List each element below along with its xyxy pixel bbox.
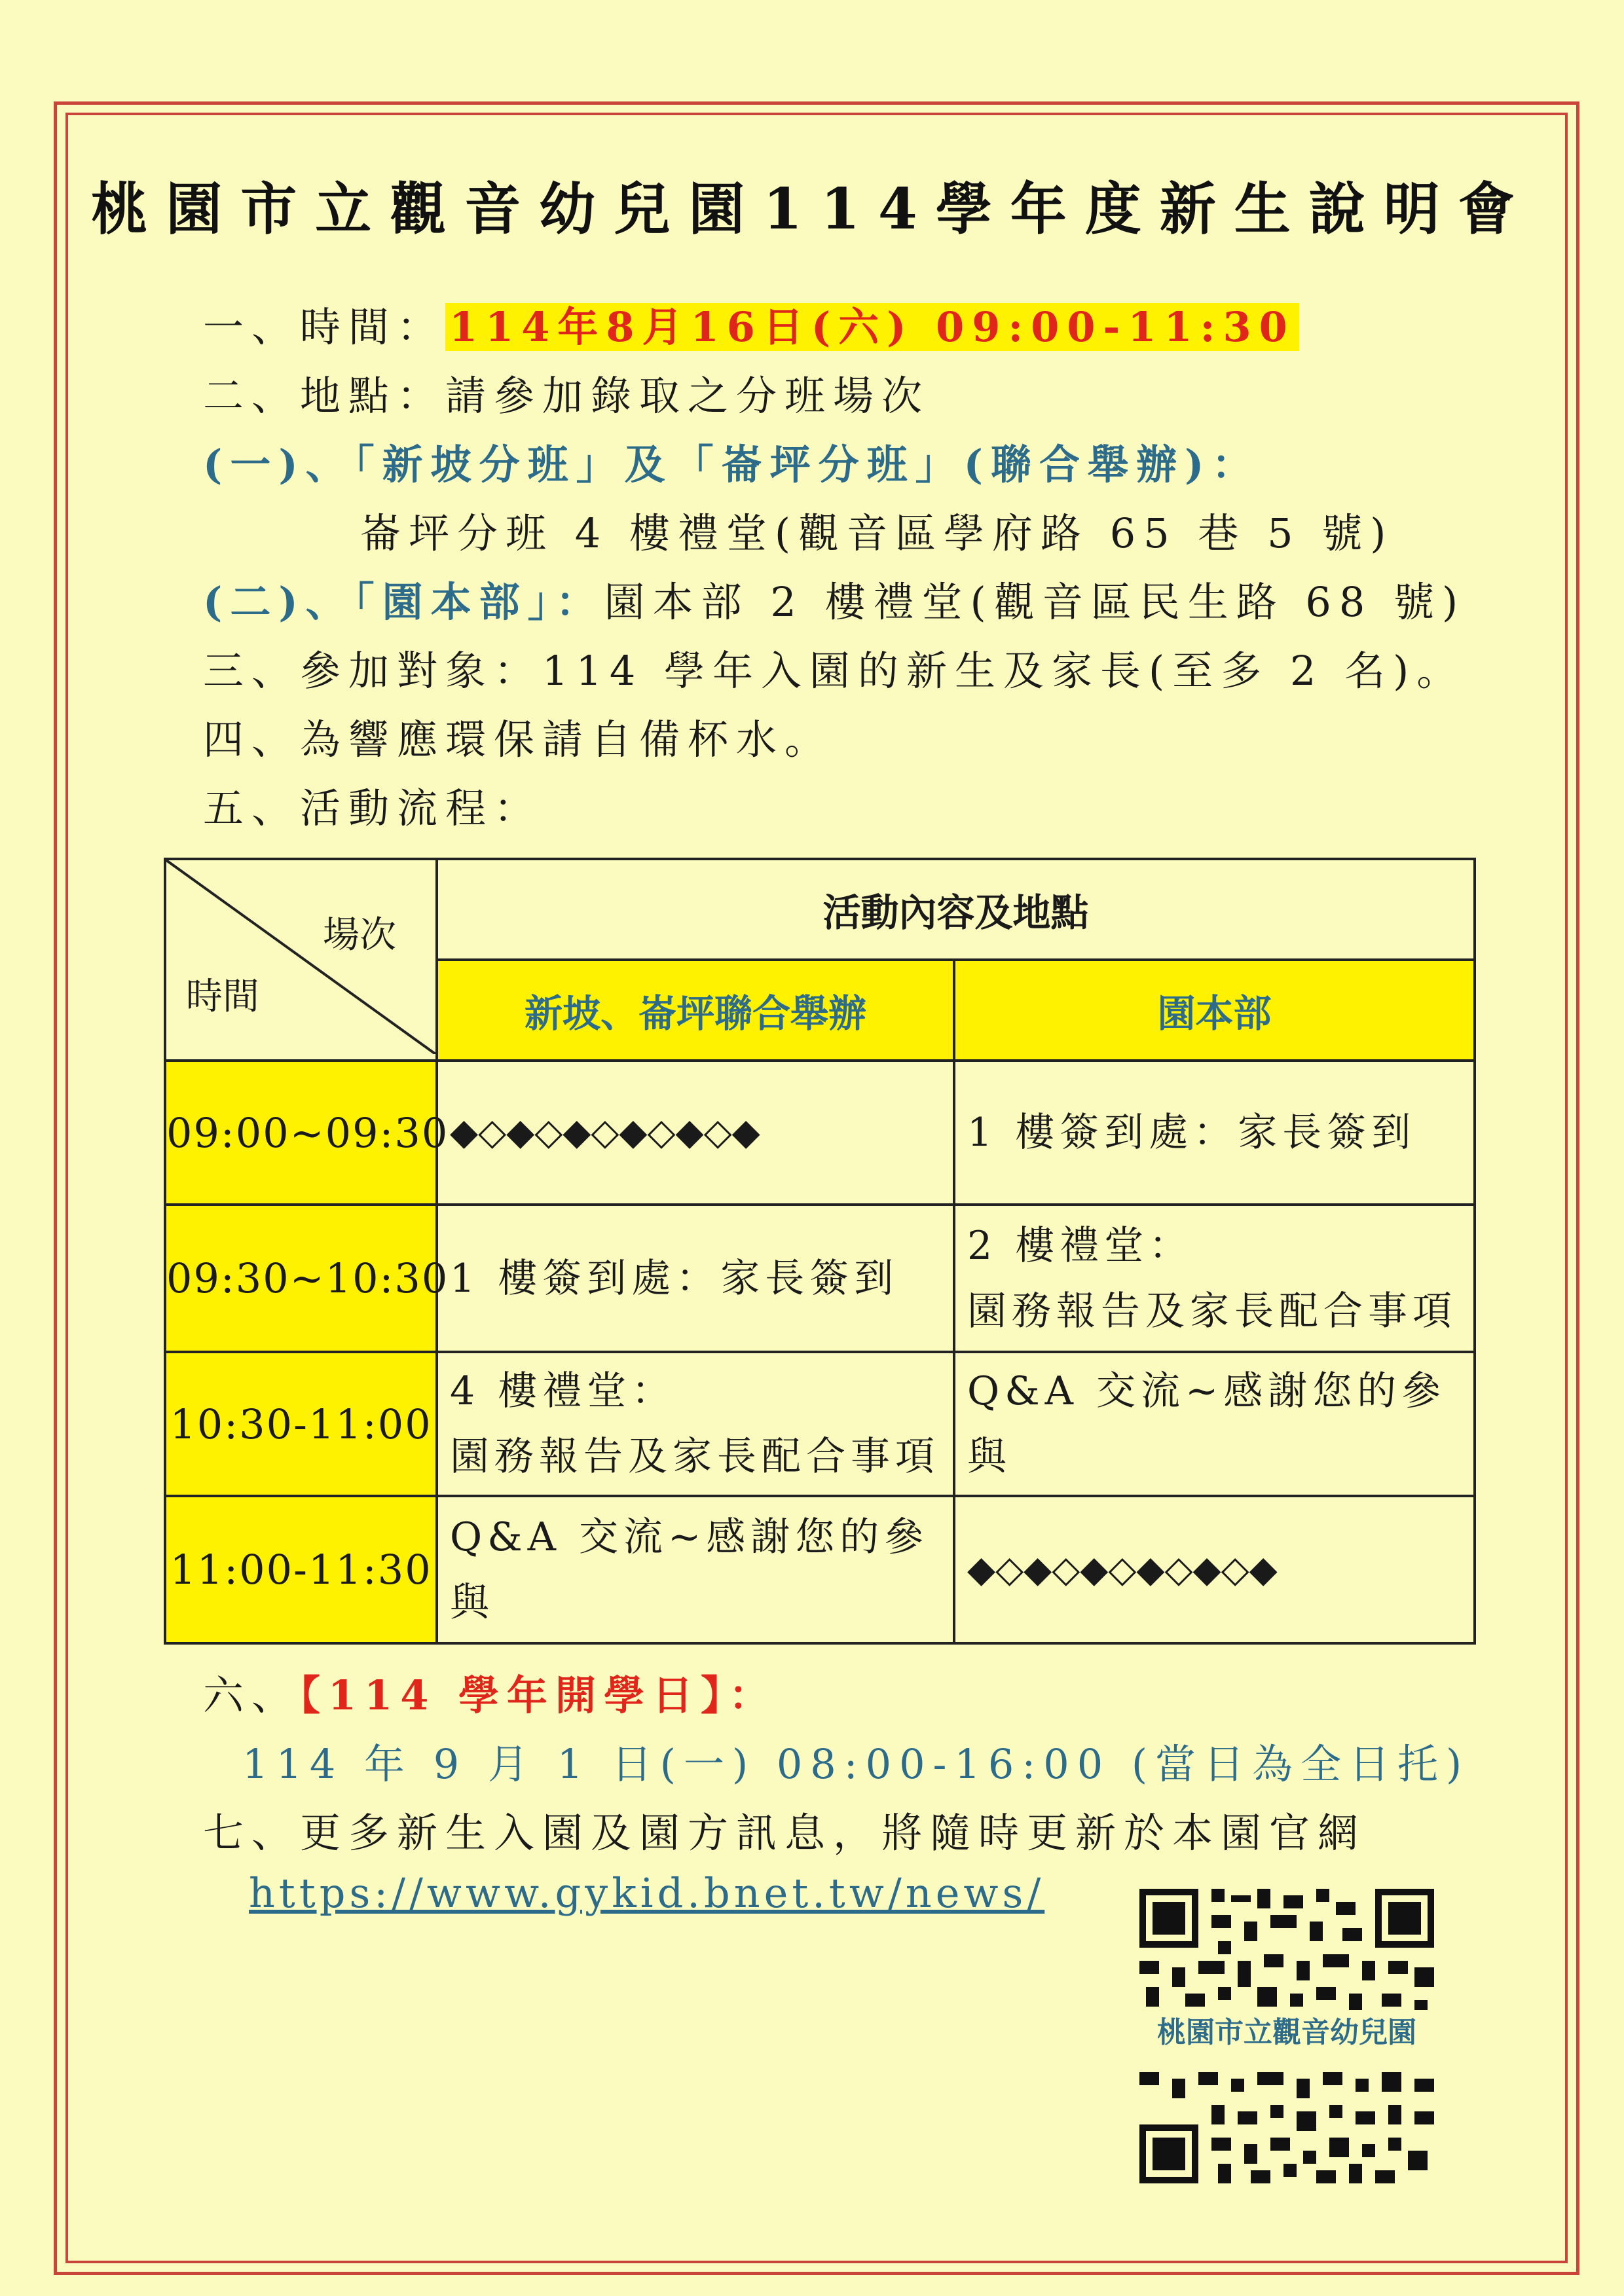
row-col-b xyxy=(954,1496,1475,1643)
flow-line: 五、活動流程： xyxy=(203,784,543,832)
cell-text-2: 園務報告及家長配合事項 xyxy=(450,1434,940,1480)
sub1-heading: (一)、「新坡分班」及「崙坪分班」(聯合舉辦)： xyxy=(203,441,1261,488)
time-label: 一、時間： xyxy=(203,303,446,351)
cell-text: 2 樓禮堂： xyxy=(967,1222,1194,1269)
opening-date: 114 年 9 月 1 日(一) 08:00-16:00 (當日為全日托) xyxy=(242,1740,1470,1788)
cell-text: ◆◇◆◇◆◇◆◇◆◇◆ xyxy=(967,1548,1278,1591)
page-title: 桃園市立觀音幼兒園114學年度新生說明會 xyxy=(91,176,1533,242)
row-time: 09:00~09:30 xyxy=(165,1061,437,1205)
sub1-place: 崙坪分班 4 樓禮堂(觀音區學府路 65 巷 5 號) xyxy=(360,509,1394,557)
table-row xyxy=(165,1061,1475,1205)
cell-text-2: 園務報告及家長配合事項 xyxy=(967,1288,1457,1334)
corner-bottom-label: 時間 xyxy=(186,975,259,1018)
sub2-line xyxy=(203,570,1466,628)
header-col-b: 園本部 xyxy=(954,960,1475,1061)
place-line: 二、地點：請參加錄取之分班場次 xyxy=(203,372,931,420)
time-line xyxy=(203,295,1299,353)
row-col-b xyxy=(954,1061,1475,1205)
opening-label: 六、 xyxy=(203,1671,301,1719)
row-col-a xyxy=(437,1205,954,1352)
header-main: 活動內容及地點 xyxy=(437,859,1475,960)
row-time: 10:30-11:00 xyxy=(165,1352,437,1496)
row-col-a xyxy=(437,1352,954,1496)
qr-label: 桃園市立觀音幼兒園 xyxy=(1146,2010,1428,2056)
cell-text: ◆◇◆◇◆◇◆◇◆◇◆ xyxy=(450,1111,760,1154)
table-row xyxy=(165,1352,1475,1496)
cell-text: 4 樓禮堂： xyxy=(450,1368,676,1414)
opening-title: 【114 學年開學日】： xyxy=(300,1671,778,1719)
sub2-heading: (二)、「園本部」： xyxy=(203,578,604,626)
more-info-line: 七、更多新生入園及園方訊息，將隨時更新於本園官網 xyxy=(203,1809,1367,1857)
row-col-b xyxy=(954,1205,1475,1352)
cell-text: Q&A 交流~感謝您的參與 xyxy=(967,1368,1447,1480)
cell-text: 1 樓簽到處：家長簽到 xyxy=(967,1110,1416,1156)
cell-text: 1 樓簽到處：家長簽到 xyxy=(450,1255,899,1302)
schedule-table xyxy=(164,858,1476,1645)
opening-line xyxy=(203,1663,777,1721)
time-value: 114年8月16日(六) 09:00-11:30 xyxy=(445,303,1299,351)
header-col-a: 新坡、崙坪聯合舉辦 xyxy=(437,960,954,1061)
table-corner xyxy=(165,859,437,1061)
cell-text: Q&A 交流~感謝您的參與 xyxy=(450,1514,929,1626)
row-col-a xyxy=(437,1061,954,1205)
target-line: 三、參加對象：114 學年入園的新生及家長(至多 2 名)。 xyxy=(203,647,1466,695)
row-col-b xyxy=(954,1352,1475,1496)
table-row xyxy=(165,1496,1475,1643)
website-link[interactable]: https://www.gykid.bnet.tw/news/ xyxy=(249,1869,1045,1917)
corner-top-label: 場次 xyxy=(323,914,396,957)
table-row xyxy=(165,1205,1475,1352)
eco-line: 四、為響應環保請自備杯水。 xyxy=(203,716,834,763)
row-time: 09:30~10:30 xyxy=(165,1205,437,1352)
sub2-place: 園本部 2 樓禮堂(觀音區民生路 68 號) xyxy=(604,578,1466,626)
row-col-a xyxy=(437,1496,954,1643)
row-time: 11:00-11:30 xyxy=(165,1496,437,1643)
